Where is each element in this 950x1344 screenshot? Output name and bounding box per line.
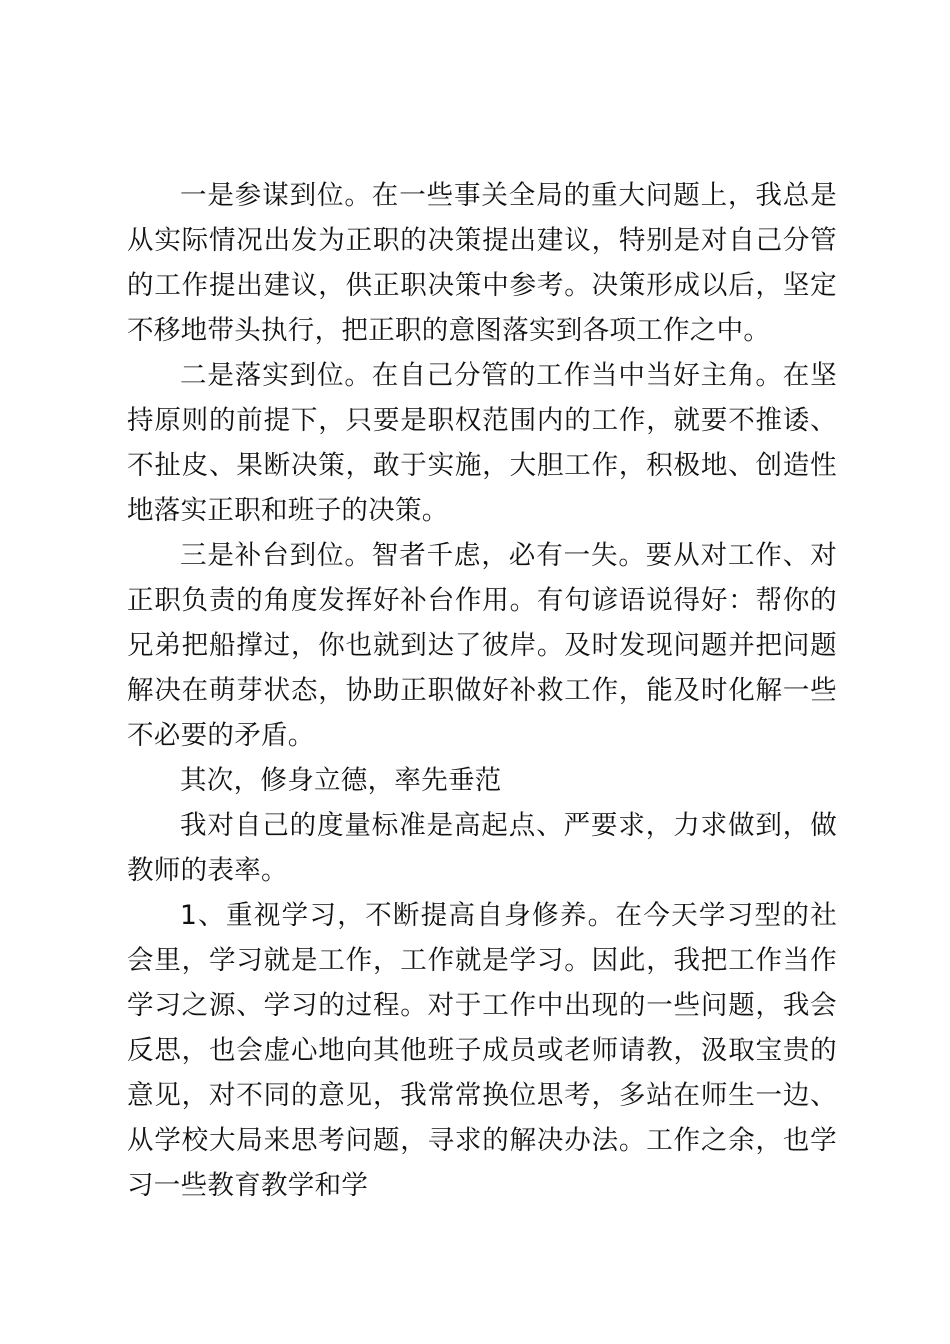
- paragraph-study: 1、重视学习，不断提高自身修养。在今天学习型的社会里，学习就是工作，工作就是学习。因此，我把工作当作学习之源、学习的过程。对于工作中出现的一些问题，我会反思，也会虚心地向其他班子成员或老师请教，汲取宝贵的意见，对不同的意见，我常常换位思考，多站在师生一边、从学校大局来思考问题，寻求的解决办法。工作之余，也学习一些教育教学和学: [127, 900, 837, 1201]
- body-text: [127, 173, 837, 1208]
- paragraph-implementation: 二是落实到位。在自己分管的工作当中当好主角。在坚持原则的前提下，只要是职权范围内的工作，就要不推诿、不扯皮、果断决策，敢于实施，大胆工作，积极地、创造性地落实正职和班子的决策。: [127, 360, 837, 526]
- paragraph-consulting: 一是参谋到位。在一些事关全局的重大问题上，我总是从实际情况出发为正职的决策提出建议，特别是对自己分管的工作提出建议，供正职决策中参考。决策形成以后，坚定不移地带头执行，把正职的意图落实到各项工作之中。: [127, 180, 837, 346]
- paragraph-support: 三是补台到位。智者千虑，必有一失。要从对工作、对正职负责的角度发挥好补台作用。有句谚语说得好：帮你的兄弟把船撑过，你也就到达了彼岸。及时发现问题并把问题解决在萌芽状态，协助正职做好补救工作，能及时化解一些不必要的矛盾。: [127, 540, 837, 751]
- section-heading-self-cultivation: 其次，修身立德，率先垂范: [180, 765, 502, 796]
- paragraph-standard: 我对自己的度量标准是高起点、严要求，力求做到，做教师的表率。: [127, 810, 837, 886]
